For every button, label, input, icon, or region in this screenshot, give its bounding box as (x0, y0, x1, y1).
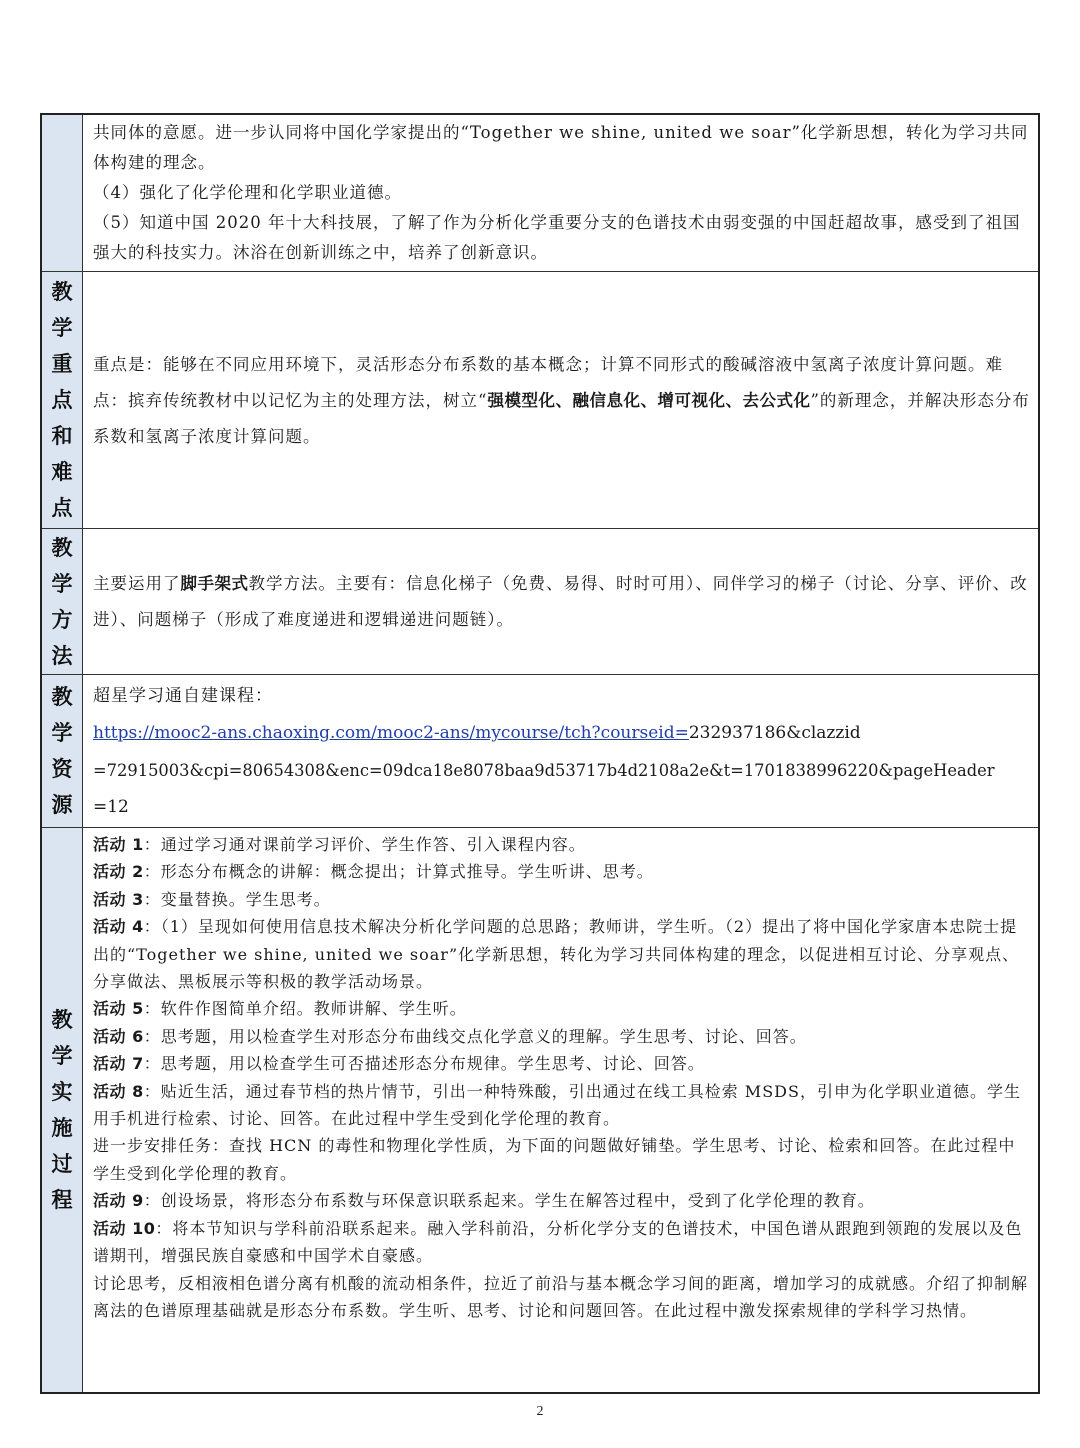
resource-line-1 (93, 715, 1030, 752)
label-char: 程 (51, 1188, 73, 1212)
key-points-text (93, 347, 1030, 455)
intro-line-1: 共同体的意愿。进一步认同将中国化学家提出的“Together we shine, united we soar”化学新思想，转化为学习共同体构建的理念。 (93, 123, 1029, 172)
activity-body: ：创设场景，将形态分布系数与环保意识联系起来。学生在解答过程中，受到了化学伦理的教育。 (143, 1191, 875, 1211)
course-link[interactable]: https://mooc2-ans.chaoxing.com/mooc2-ans/mycourse/tch?courseid= (93, 723, 689, 743)
activity-body: ：思考题，用以检查学生对形态分布曲线交点化学意义的理解。学生思考、讨论、回答。 (143, 1026, 807, 1046)
activity-head: 活动 10 (93, 1218, 156, 1238)
label-char: 学 (51, 721, 73, 745)
label-char: 实 (51, 1080, 73, 1104)
intro-line-3: （5）知道中国 2020 年十大科技展，了解了作为分析化学重要分支的色谱技术由弱变强的中国赶超故事，感受到了祖国强大的科技实力。沐浴在创新训练之中，培养了创新意识。 (93, 213, 1021, 262)
method-text-a: 主要运用了 (93, 574, 181, 593)
activity-item (93, 1132, 1030, 1187)
activity-body: 讨论思考，反相液相色谱分离有机酸的流动相条件，拉近了前沿与基本概念学习间的距离，增加学习的成就感。介绍了抑制解离法的色谱原理基础就是形态分布系数。学生听、思考、讨论和问题回答。在此过程中激发探索规律的学科学习热情。 (93, 1273, 1029, 1320)
label-char: 和 (51, 424, 73, 448)
activity-body: ：贴近生活，通过春节档的热片情节，引出一种特殊酸，引出通过在线工具检索 MSDS，引申为化学职业道德。学生用手机进行检索、讨论、回答。在此过程中学生受到化学伦理的教育。 (93, 1081, 1021, 1129)
activity-body: ：软件作图简单介绍。教师讲解、学生听。 (143, 999, 467, 1019)
label-char: 资 (51, 757, 73, 781)
label-char: 过 (51, 1152, 73, 1176)
method-text-b: 教学方法。主要有：信息化梯子（免费、易得、时时可用）、同伴学习的梯子（讨论、分享、评价、改进）、问题梯子（形成了难度递进和逻辑递进问题链）。 (93, 574, 1028, 629)
activity-head: 活动 3 (93, 889, 144, 909)
activity-item (93, 858, 1030, 885)
resource-cell (83, 675, 1038, 827)
activity-body: ：思考题，用以检查学生可否描述形态分布规律。学生思考、讨论、回答。 (143, 1054, 705, 1074)
activity-body: ：（1）呈现如何使用信息技术解决分析化学问题的总思路；教师讲，学生听。（2）提出了将中国化学家唐本忠院士提出的“Together we shine, united we soar”化学新思想，转化为学习共同体构建的理念，以促进相互讨论、分享观点、分享做法、黑板展示等积极的教学活动场景。 (93, 917, 1020, 992)
intro-line-2: （4）强化了化学伦理和化学职业道德。 (93, 183, 402, 202)
activity-item (93, 913, 1030, 995)
process-cell (83, 828, 1038, 1392)
label-char: 施 (51, 1116, 73, 1140)
lesson-plan-table (40, 113, 1040, 1394)
label-char: 教 (51, 1008, 73, 1032)
activity-head: 活动 9 (93, 1191, 144, 1211)
method-text-bold: 脚手架式 (180, 574, 249, 593)
activity-item (93, 886, 1030, 913)
label-char: 点 (51, 388, 73, 412)
label-char: 源 (51, 793, 73, 817)
row-resource (42, 674, 1038, 827)
activity-body: 进一步安排任务：查找 HCN 的毒性和物理化学性质，为下面的问题做好铺垫。学生思考、讨论、检索和回答。在此过程中学生受到化学伦理的教育。 (93, 1136, 1016, 1183)
method-label (42, 529, 83, 674)
activity-item (93, 1187, 1030, 1214)
activity-item (93, 1215, 1030, 1270)
activity-body: ：通过学习通对课前学习评价、学生作答、引入课程内容。 (143, 835, 586, 854)
key-points-cell (83, 272, 1038, 528)
page-number: 2 (536, 1404, 544, 1419)
resource-line-2: =72915003&cpi=80654308&enc=09dca18e8078baa9d53717b4d2108a2e&t=1701838996220&pageHeader (93, 761, 995, 780)
row-label-empty (42, 115, 83, 271)
label-char: 点 (51, 496, 73, 520)
activity-head: 活动 2 (93, 862, 144, 882)
activity-item (93, 1023, 1030, 1050)
label-char: 法 (51, 643, 73, 668)
activity-head: 活动 7 (93, 1054, 144, 1074)
label-char: 难 (51, 460, 73, 484)
activity-head: 活动 8 (93, 1081, 144, 1101)
label-char: 方 (51, 607, 73, 632)
resource-title: 超星学习通自建课程： (93, 686, 273, 706)
intro-cell (83, 115, 1038, 271)
resource-tail: 232937186&clazzid (688, 723, 861, 743)
label-char: 教 (51, 280, 73, 304)
label-char: 学 (51, 571, 73, 596)
activity-item (93, 1050, 1030, 1077)
activity-item (93, 1270, 1030, 1325)
activity-body: ：将本节知识与学科前沿联系起来。融入学科前沿，分析化学分支的色谱技术，中国色谱从跟跑到领跑的发展以及色谱期刊，增强民族自豪感和中国学术自豪感。 (93, 1218, 1023, 1266)
label-char: 学 (51, 316, 73, 340)
resource-label (42, 675, 83, 827)
key-text-bold: 强模型化、融信息化、增可视化、去公式化 (487, 390, 811, 410)
row-intro (42, 115, 1038, 271)
activity-head: 活动 1 (93, 835, 144, 854)
process-label (42, 828, 83, 1392)
row-method (42, 528, 1038, 674)
row-process (42, 827, 1038, 1392)
label-char: 教 (51, 685, 73, 709)
label-char: 教 (51, 535, 73, 560)
key-text-b: ”的新理念，并解决形态分布系数和氢离子浓度计算问题。 (93, 390, 1030, 446)
label-char: 重 (51, 352, 73, 376)
activity-head: 活动 6 (93, 1026, 144, 1046)
activity-item (93, 1078, 1030, 1133)
activity-body: ：变量替换。学生思考。 (143, 889, 331, 909)
method-text (93, 566, 1030, 638)
key-points-label (42, 272, 83, 528)
resource-line-3: =12 (93, 797, 129, 817)
activity-body: ：形态分布概念的讲解：概念提出；计算式推导。学生听讲、思考。 (143, 862, 654, 882)
row-key-points (42, 271, 1038, 528)
activity-head: 活动 5 (93, 999, 144, 1019)
activity-item (93, 995, 1030, 1022)
activity-head: 活动 4 (93, 917, 144, 937)
key-text-a: 重点是：能够在不同应用环境下，灵活形态分布系数的基本概念；计算不同形式的酸碱溶液中氢离子浓度计算问题。难点：摈弃传统教材中以记忆为主的处理方法，树立“ (93, 354, 1003, 410)
activity-item (93, 831, 1030, 858)
label-char: 学 (51, 1044, 73, 1068)
method-cell (83, 529, 1038, 674)
